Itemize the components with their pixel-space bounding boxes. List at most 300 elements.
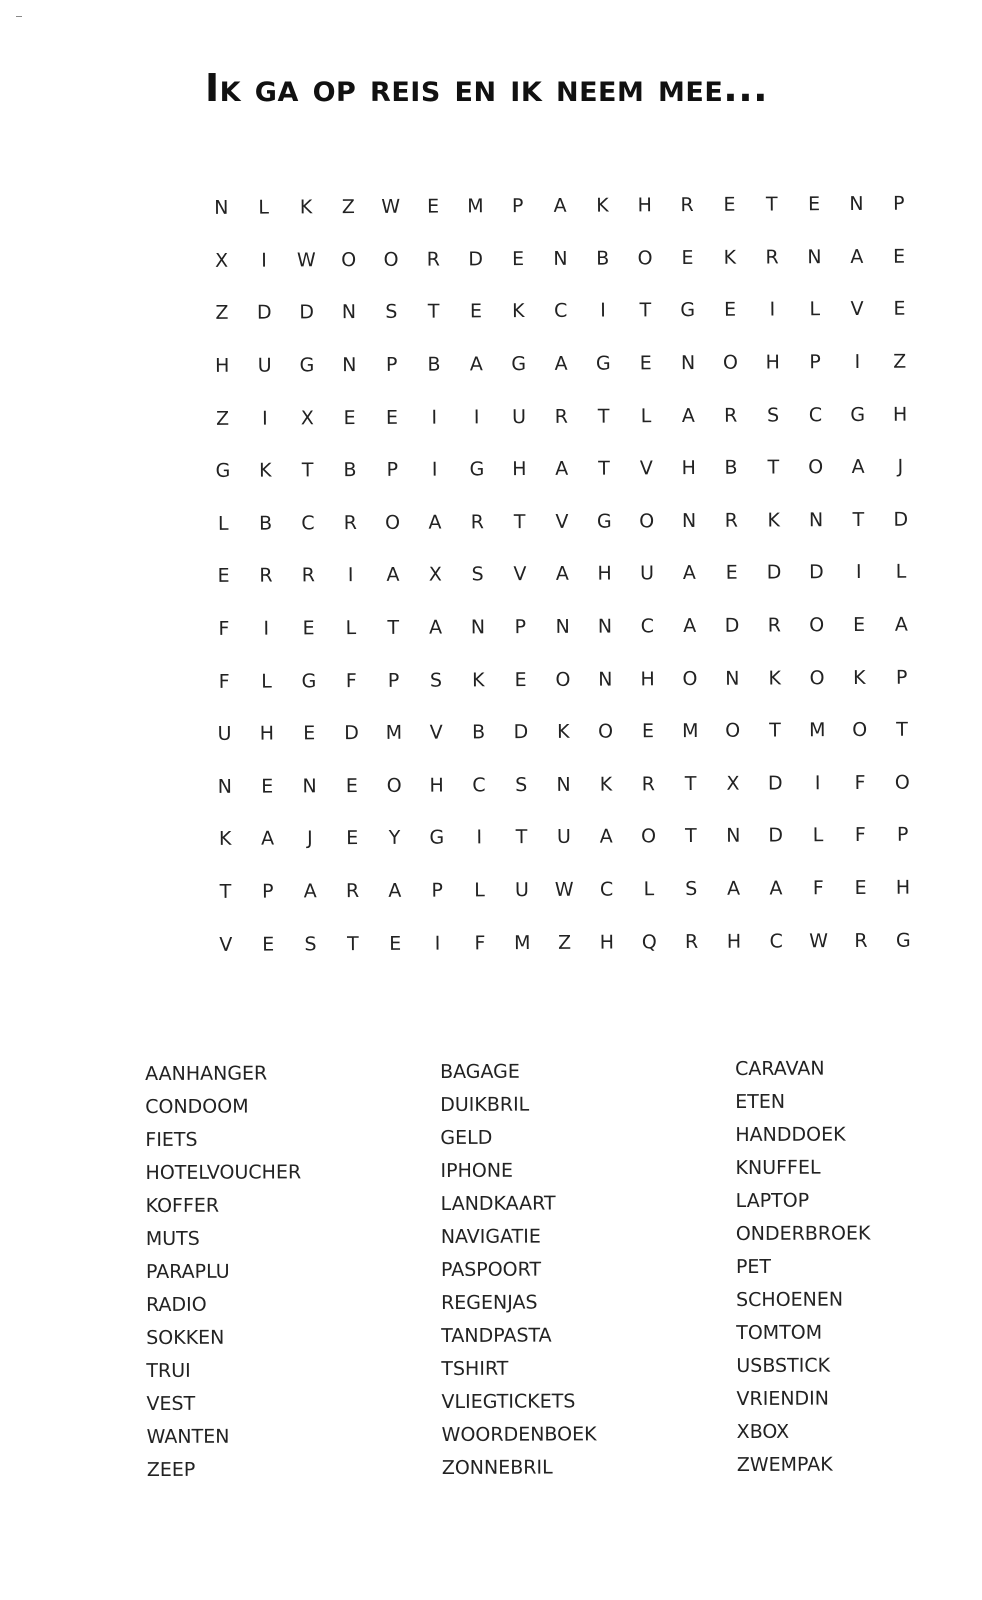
word-list-item: SOKKEN <box>146 1326 225 1349</box>
grid-letter: F <box>474 931 486 954</box>
grid-letter: F <box>854 771 866 794</box>
grid-letter: P <box>809 351 821 374</box>
word-list-item: ZONNEBRIL <box>441 1456 553 1479</box>
grid-letter: I <box>769 298 776 322</box>
grid-letter: E <box>385 406 399 429</box>
grid-letter: B <box>343 459 357 482</box>
grid-letter: B <box>259 512 273 535</box>
grid-letter: Q <box>641 930 657 953</box>
grid-letter: S <box>304 932 317 955</box>
grid-letter: E <box>345 774 358 797</box>
grid-letter: I <box>431 406 438 429</box>
grid-letter: M <box>467 195 484 218</box>
grid-letter: A <box>681 404 695 427</box>
grid-letter: F <box>218 617 230 640</box>
grid-letter: K <box>853 666 866 689</box>
grid-letter: P <box>262 880 274 903</box>
grid-letter: K <box>599 773 613 796</box>
grid-letter: P <box>387 669 400 692</box>
grid-letter: E <box>893 245 906 268</box>
grid-letter: F <box>218 670 230 693</box>
grid-letter: K <box>258 459 272 482</box>
grid-letter: E <box>426 195 440 218</box>
grid-letter: E <box>511 247 525 270</box>
grid-letter: I <box>431 458 438 481</box>
grid-letter: H <box>640 667 655 690</box>
grid-letter: R <box>426 248 441 271</box>
grid-letter: T <box>301 459 314 482</box>
grid-letter: T <box>387 616 400 639</box>
grid-letter: G <box>301 669 317 693</box>
grid-letter: L <box>474 879 485 902</box>
grid-letter: A <box>850 245 864 268</box>
grid-letter: U <box>556 826 571 849</box>
grid-letter: B <box>472 721 486 744</box>
word-list-item: DUIKBRIL <box>440 1093 530 1116</box>
grid-letter: S <box>685 877 698 901</box>
grid-letter: O <box>341 248 357 272</box>
grid-letter: H <box>892 403 908 426</box>
word-list-item: VEST <box>146 1392 196 1415</box>
grid-letter: H <box>765 351 780 374</box>
grid-letter: D <box>893 508 909 531</box>
word-list-column-3 <box>735 1052 982 1482</box>
grid-letter: M <box>385 722 403 745</box>
grid-letter: T <box>598 457 610 480</box>
grid-letter: M <box>809 719 826 742</box>
word-list-item: ETEN <box>735 1090 786 1113</box>
grid-letter: E <box>262 933 275 956</box>
grid-letter: T <box>515 826 528 849</box>
grid-letter: O <box>555 668 571 691</box>
grid-letter: H <box>597 562 612 586</box>
grid-letter: O <box>598 720 614 743</box>
grid-letter: D <box>344 722 359 745</box>
word-list-item: LANDKAART <box>440 1192 556 1215</box>
word-list-item: USBSTICK <box>736 1354 831 1377</box>
word-list-item: PASPOORT <box>440 1258 542 1281</box>
grid-letter: E <box>641 720 655 743</box>
grid-letter: H <box>259 722 275 745</box>
grid-letter: N <box>597 615 613 638</box>
grid-letter: L <box>812 824 824 847</box>
grid-letter: G <box>850 403 866 426</box>
grid-letter: P <box>431 879 444 902</box>
grid-letter: U <box>639 562 655 585</box>
grid-letter: O <box>852 719 868 742</box>
grid-letter: H <box>726 930 742 953</box>
grid-letter: M <box>513 931 531 954</box>
grid-letter: E <box>808 193 821 216</box>
grid-letter: E <box>854 876 867 900</box>
grid-letter: K <box>768 667 781 690</box>
word-list-item: NAVIGATIE <box>440 1225 541 1248</box>
grid-letter: P <box>385 353 398 376</box>
grid-letter: P <box>895 666 908 689</box>
grid-letter: I <box>855 561 862 584</box>
grid-letter: R <box>680 194 694 217</box>
grid-letter: I <box>600 300 606 323</box>
grid-letter: A <box>554 352 568 375</box>
grid-letter: E <box>303 722 316 745</box>
scan-mark <box>16 16 22 17</box>
grid-letter: P <box>511 195 524 218</box>
grid-letter: T <box>639 299 652 322</box>
grid-letter: R <box>554 405 569 428</box>
grid-letter: I <box>473 405 480 429</box>
grid-letter: F <box>854 824 866 847</box>
grid-letter: W <box>809 929 829 952</box>
grid-letter: N <box>807 246 822 269</box>
grid-letter: N <box>555 615 570 638</box>
word-list-item: VRIENDIN <box>736 1387 830 1410</box>
word-list-item: IPHONE <box>440 1159 514 1182</box>
grid-letter: W <box>554 878 574 901</box>
grid-letter: A <box>682 562 696 585</box>
grid-letter: X <box>215 249 229 272</box>
word-list-item: TRUI <box>146 1359 191 1382</box>
grid-letter: R <box>470 511 484 534</box>
grid-letter: H <box>895 876 911 899</box>
grid-letter: A <box>388 879 402 902</box>
word-list-item: KNUFFEL <box>735 1156 821 1179</box>
word-list-item: TOMTOM <box>736 1321 823 1344</box>
grid-letter: I <box>347 564 354 587</box>
grid-letter: H <box>599 931 615 954</box>
grid-letter: E <box>724 299 737 322</box>
grid-letter: E <box>389 932 402 955</box>
grid-letter: V <box>639 457 653 480</box>
grid-letter: N <box>556 773 571 796</box>
grid-letter: W <box>381 196 401 219</box>
grid-letter: L <box>258 196 270 219</box>
grid-letter: T <box>852 508 865 531</box>
word-list-item: TANDPASTA <box>441 1324 552 1347</box>
word-list-item: CONDOOM <box>145 1095 249 1118</box>
grid-letter: H <box>681 457 696 480</box>
grid-letter: I <box>434 932 441 955</box>
grid-letter: A <box>260 827 275 851</box>
grid-letter: A <box>555 458 569 481</box>
grid-letter: A <box>469 353 483 376</box>
grid-letter: O <box>639 510 655 533</box>
grid-letter: D <box>768 824 784 847</box>
word-list-item: KOFFER <box>145 1194 220 1217</box>
grid-letter: D <box>766 561 782 584</box>
word-list-item: HANDDOEK <box>735 1123 846 1146</box>
grid-letter: N <box>217 775 233 798</box>
grid-letter: G <box>680 299 696 322</box>
grid-letter: C <box>769 930 783 953</box>
grid-letter: O <box>808 456 824 479</box>
grid-letter: V <box>850 298 864 321</box>
grid-letter: I <box>854 351 861 374</box>
grid-letter: E <box>346 827 359 850</box>
word-list-item: ZEEP <box>146 1458 196 1481</box>
grid-letter: G <box>596 510 612 533</box>
grid-letter: T <box>685 825 697 848</box>
grid-letter: A <box>386 564 400 587</box>
grid-letter: C <box>808 403 823 426</box>
grid-letter: D <box>724 614 740 637</box>
grid-letter: Z <box>557 931 572 954</box>
grid-letter: G <box>895 929 911 952</box>
grid-letter: N <box>726 825 741 848</box>
grid-letter: O <box>809 614 825 637</box>
grid-letter: B <box>724 456 738 480</box>
grid-letter: E <box>514 668 527 691</box>
grid-letter: E <box>302 617 315 640</box>
grid-letter: K <box>596 194 609 217</box>
grid-letter: O <box>722 351 738 374</box>
grid-letter: E <box>681 246 694 269</box>
grid-letter: D <box>468 248 484 271</box>
word-list-item: VLIEGTICKETS <box>441 1390 576 1413</box>
grid-letter: R <box>854 929 868 952</box>
page-title: Ik ga op reis en ik neem mee... <box>205 66 769 110</box>
grid-letter: Z <box>341 196 355 219</box>
grid-letter: K <box>471 668 485 691</box>
grid-letter: O <box>641 825 657 848</box>
grid-letter: Z <box>216 407 230 430</box>
grid-letter: K <box>299 196 313 219</box>
grid-letter: S <box>471 563 484 586</box>
grid-letter: E <box>343 406 356 429</box>
grid-letter: A <box>599 825 613 848</box>
grid-letter: C <box>301 512 315 535</box>
grid-letter: E <box>725 562 738 585</box>
grid-letter: D <box>513 721 529 744</box>
grid-letter: T <box>896 718 908 741</box>
grid-letter: J <box>306 827 313 850</box>
grid-letter: P <box>386 459 399 482</box>
grid-letter: U <box>514 879 529 902</box>
grid-letter: G <box>429 826 445 850</box>
grid-letter: S <box>429 669 443 692</box>
grid-letter: C <box>554 300 568 323</box>
word-list-item: RADIO <box>146 1293 207 1316</box>
grid-letter: S <box>385 301 398 324</box>
grid-letter: L <box>640 404 652 427</box>
grid-letter: V <box>219 933 233 956</box>
grid-letter: T <box>427 301 440 324</box>
grid-letter: E <box>261 775 274 798</box>
grid-letter: K <box>512 300 525 323</box>
grid-letter: V <box>555 510 569 533</box>
grid-letter: R <box>259 565 273 588</box>
grid-letter: F <box>345 669 357 692</box>
grid-letter: A <box>429 616 443 639</box>
grid-letter: B <box>427 353 441 376</box>
grid-letter: B <box>596 247 610 270</box>
word-list-item: ONDERBROEK <box>735 1222 871 1245</box>
grid-letter: N <box>681 509 697 532</box>
grid-letter: T <box>513 510 526 533</box>
grid-letter: W <box>296 249 316 272</box>
grid-letter: N <box>808 509 824 532</box>
grid-letter: C <box>599 878 614 901</box>
grid-letter: L <box>809 298 821 321</box>
grid-letter: S <box>515 773 528 796</box>
grid-letter: M <box>682 720 699 743</box>
grid-letter: X <box>428 563 442 587</box>
grid-letter: A <box>851 456 865 479</box>
grid-letter: R <box>765 246 779 269</box>
word-list-item: WANTEN <box>146 1425 230 1448</box>
grid-letter: C <box>640 615 655 638</box>
grid-letter: A <box>428 511 442 534</box>
word-list-item: MUTS <box>145 1227 200 1250</box>
grid-letter: O <box>386 774 402 797</box>
grid-letter: H <box>637 194 652 217</box>
grid-letter: J <box>897 455 904 479</box>
grid-letter: Z <box>893 350 907 373</box>
grid-letter: R <box>301 564 315 587</box>
grid-letter: T <box>767 456 780 479</box>
grid-letter: I <box>476 826 483 849</box>
grid-letter: U <box>257 354 272 377</box>
grid-letter: K <box>767 509 781 532</box>
grid-letter: I <box>263 617 270 640</box>
word-list-item: HOTELVOUCHER <box>145 1161 302 1184</box>
grid-letter: E <box>639 352 652 375</box>
grid-letter: R <box>343 511 357 534</box>
grid-letter: K <box>723 246 737 269</box>
word-list-item: PET <box>735 1255 772 1278</box>
grid-letter: E <box>723 194 736 217</box>
grid-letter: R <box>684 930 699 953</box>
grid-letter: O <box>682 667 698 690</box>
grid-letter: R <box>345 880 360 903</box>
grid-letter: K <box>218 828 232 851</box>
grid-letter: L <box>643 878 655 901</box>
grid-letter: X <box>726 772 740 795</box>
grid-letter: I <box>814 772 821 795</box>
grid-letter: E <box>217 565 230 588</box>
grid-letter: G <box>595 352 611 375</box>
grid-letter: A <box>553 195 567 218</box>
word-list-item: TSHIRT <box>441 1357 509 1380</box>
word-list-item: AANHANGER <box>145 1062 268 1085</box>
grid-letter: O <box>385 511 401 534</box>
word-list-item: ZWEMPAK <box>736 1453 833 1476</box>
grid-letter: N <box>725 667 740 690</box>
grid-letter: F <box>812 877 824 900</box>
grid-letter: G <box>511 353 527 376</box>
grid-letter: O <box>809 666 825 689</box>
grid-letter: N <box>302 775 317 798</box>
grid-letter: A <box>894 613 908 636</box>
grid-letter: H <box>512 458 527 481</box>
grid-letter: N <box>553 247 568 270</box>
grid-letter: V <box>429 721 443 744</box>
grid-letter: U <box>511 405 527 428</box>
word-list-item: PARAPLU <box>145 1260 230 1283</box>
grid-letter: U <box>217 723 232 746</box>
grid-letter: V <box>513 563 527 586</box>
grid-letter: D <box>299 301 315 324</box>
grid-letter: O <box>725 719 741 743</box>
grid-letter: G <box>469 458 485 481</box>
grid-letter: H <box>429 774 444 797</box>
grid-letter: D <box>808 561 824 584</box>
word-list-item: WOORDENBOEK <box>441 1423 597 1446</box>
grid-letter: I <box>261 249 267 272</box>
word-search-grid <box>200 178 925 972</box>
word-list-item: GELD <box>440 1126 493 1149</box>
grid-letter: E <box>852 613 866 637</box>
grid-letter: T <box>684 772 697 795</box>
grid-letter: P <box>514 616 527 639</box>
grid-letter: G <box>215 460 231 483</box>
grid-letter: R <box>641 773 655 796</box>
grid-letter: O <box>383 248 399 271</box>
grid-letter: A <box>555 563 569 586</box>
grid-letter: O <box>637 247 653 270</box>
grid-letter: P <box>893 192 905 216</box>
grid-letter: T <box>597 405 610 428</box>
grid-letter: N <box>598 668 613 691</box>
word-list-item: REGENJAS <box>441 1291 538 1314</box>
word-list-item: CARAVAN <box>735 1057 825 1080</box>
grid-letter: O <box>894 771 910 794</box>
grid-letter: Z <box>215 302 229 325</box>
word-list-item: LAPTOP <box>735 1189 810 1212</box>
grid-letter: N <box>849 193 864 216</box>
grid-letter: R <box>767 614 782 637</box>
grid-letter: S <box>766 404 780 427</box>
grid-letter: E <box>469 300 483 323</box>
grid-letter: Y <box>388 827 401 850</box>
grid-letter: A <box>769 877 783 900</box>
grid-letter: C <box>472 774 486 797</box>
word-list-item: FIETS <box>145 1128 198 1151</box>
grid-letter: L <box>345 617 357 640</box>
grid-letter: T <box>219 880 232 903</box>
word-list-column-2 <box>440 1055 702 1485</box>
grid-letter: N <box>470 616 486 639</box>
grid-letter: T <box>346 932 359 955</box>
grid-letter: X <box>300 406 314 430</box>
grid-letter: L <box>217 512 229 535</box>
grid-letter: E <box>893 298 906 321</box>
grid-letter: N <box>342 354 357 377</box>
word-list-item: BAGAGE <box>440 1060 520 1083</box>
grid-letter: N <box>214 197 229 220</box>
grid-letter: H <box>215 354 230 377</box>
grid-letter: T <box>765 193 778 216</box>
grid-letter: D <box>256 302 272 325</box>
grid-letter: P <box>896 824 909 847</box>
grid-letter: L <box>261 670 272 693</box>
grid-letter: K <box>556 720 570 744</box>
grid-letter: I <box>262 407 268 430</box>
grid-letter: T <box>769 719 781 742</box>
grid-letter: A <box>683 615 697 638</box>
grid-letter: N <box>680 352 696 375</box>
grid-letter: G <box>299 354 315 377</box>
grid-letter: L <box>895 561 907 584</box>
grid-letter: N <box>341 301 357 324</box>
grid-letter: R <box>724 509 739 532</box>
grid-letter: R <box>724 404 738 427</box>
word-list-column-1 <box>145 1057 407 1487</box>
word-list-item: XBOX <box>736 1420 790 1443</box>
grid-letter: A <box>727 877 741 900</box>
grid-letter: A <box>303 880 317 903</box>
grid-letter: D <box>767 772 783 795</box>
word-list-item: SCHOENEN <box>736 1288 844 1311</box>
